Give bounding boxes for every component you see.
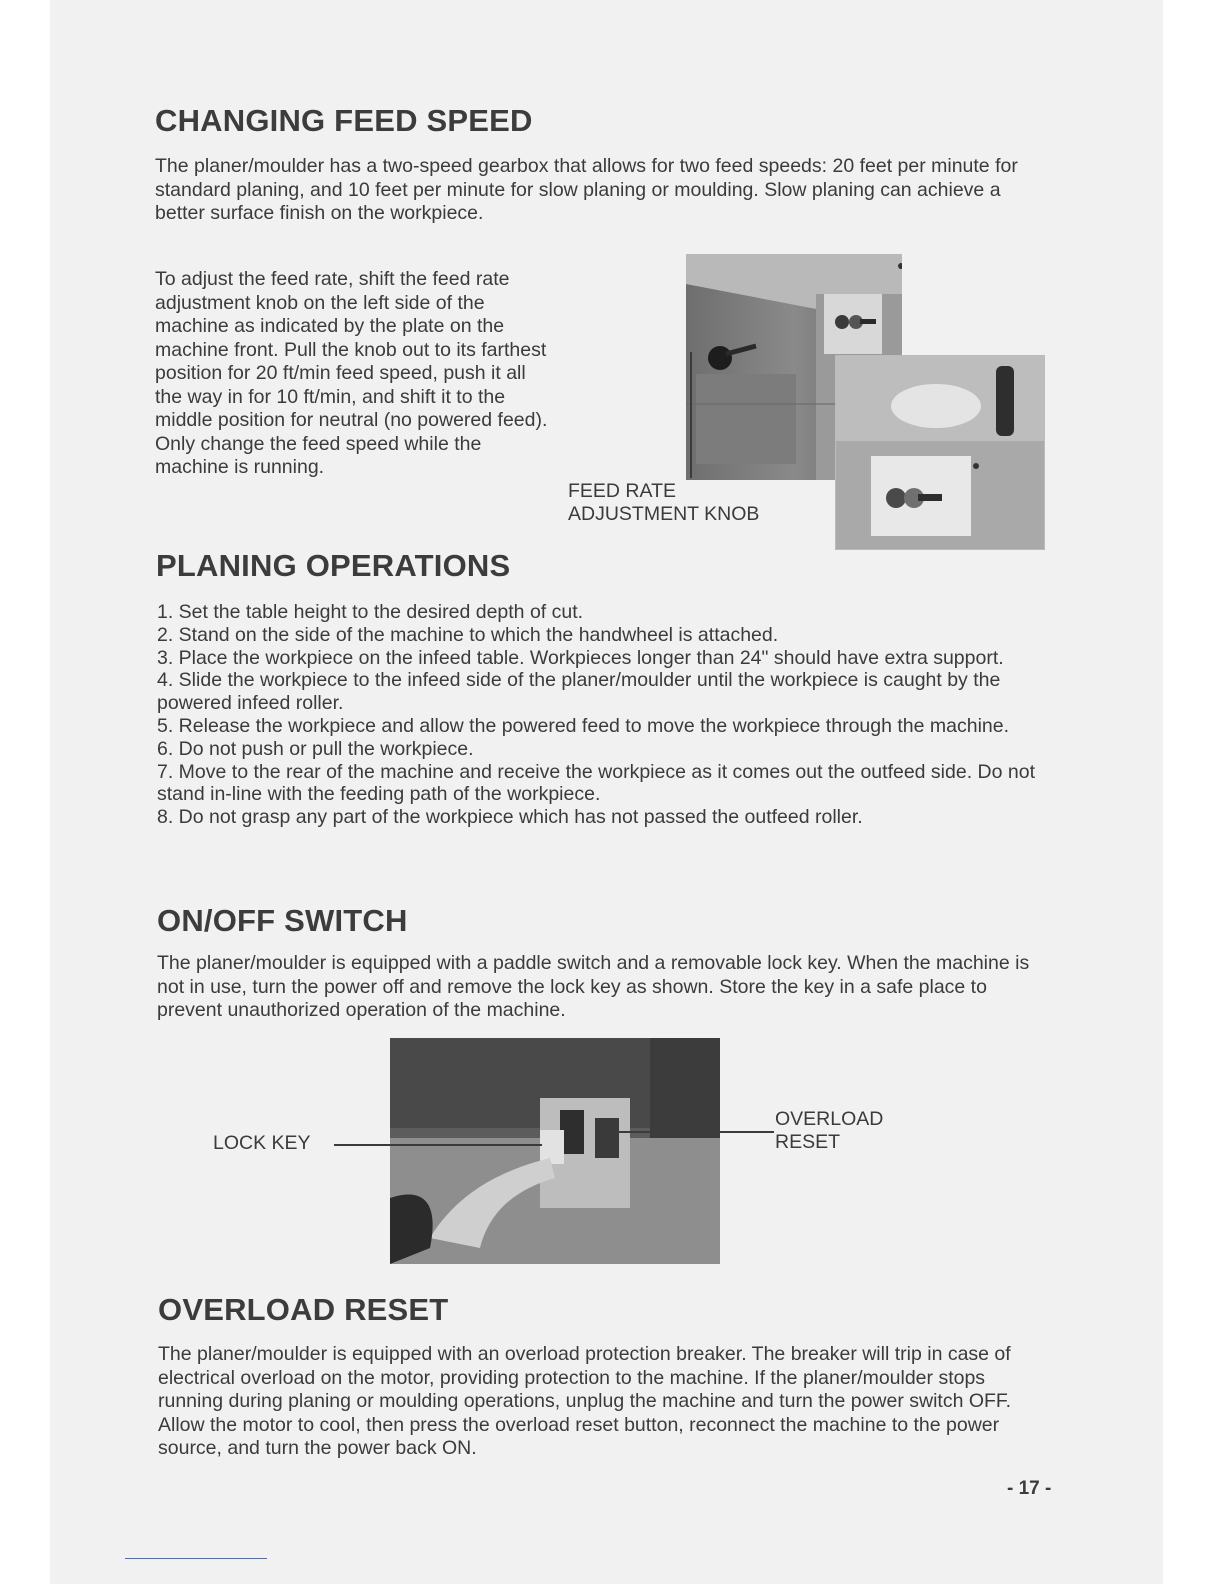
overload-reset-leader-line <box>610 1131 774 1133</box>
planing-step: 4. Slide the workpiece to the infeed side of the planer/moulder until the workpiece is caught by the powered infeed roller. <box>157 669 1001 715</box>
feed-knob-leader-line <box>690 352 692 478</box>
heading-overload-reset: OVERLOAD RESET <box>158 1292 449 1327</box>
planing-step: 1. Set the table height to the desired depth of cut. <box>157 601 584 623</box>
planing-step: 3. Place the workpiece on the infeed table. Workpieces longer than 24" should have extra support. <box>157 646 1004 669</box>
overload-reset-label-line1: OVERLOAD <box>775 1108 884 1130</box>
feed-rate-label-line2: ADJUSTMENT KNOB <box>568 503 760 525</box>
planing-step: 2. Stand on the side of the machine to which the handwheel is attached. <box>157 623 779 646</box>
overload-body: The planer/moulder is equipped with an overload protection breaker. The breaker will trip in case of electrical overload on the motor, providing protection to the machine. If the planer/moulder stops running during planing or moulding operations, unplug the machine and turn the power switch OFF. Allow the motor to cool, then press the overload reset button, reconnect the machine to the power source, and turn the power back ON. <box>158 1343 1012 1459</box>
feed-speed-intro: The planer/moulder has a two-speed gearbox that allows for two feed speeds: 20 feet per minute for standard planing, and 10 feet per minute for slow planing or moulding. Slow planing can achieve a better surface finish on the workpiece. <box>155 155 1018 224</box>
overload-reset-label-line2: RESET <box>775 1131 841 1153</box>
switch-body: The planer/moulder is equipped with a paddle switch and a removable lock key. When the machine is not in use, turn the power off and remove the lock key as shown. Store the key in a safe place to prevent unauthorized operation of the machine. <box>157 952 1030 1021</box>
planing-steps-list <box>157 601 1047 829</box>
heading-changing-feed-speed: CHANGING FEED SPEED <box>155 103 533 138</box>
planing-step: 5. Release the workpiece and allow the powered feed to move the workpiece through the machine. <box>157 714 1010 737</box>
right-margin <box>1163 0 1224 1584</box>
feed-speed-instructions: To adjust the feed rate, shift the feed rate adjustment knob on the left side of the machine as indicated by the plate on the machine front. Pull the knob out to its farthest position for 20 ft/min feed speed, push it all the way in for 10 ft/min, and shift it to the middle position for neutral (no powered feed). Only change the feed speed while the machine is running. <box>155 268 548 478</box>
feed-plate-inset-photo <box>835 355 1045 550</box>
page-number: - 17 - <box>1007 1478 1052 1499</box>
lock-key-leader-line <box>334 1144 542 1146</box>
switch-photo <box>390 1038 720 1264</box>
manual-page <box>50 0 1163 1584</box>
heading-on-off-switch: ON/OFF SWITCH <box>157 903 408 938</box>
feed-rate-label-line1: FEED RATE <box>568 480 676 502</box>
heading-planing-operations: PLANING OPERATIONS <box>156 548 511 583</box>
planing-step: 8. Do not grasp any part of the workpiece which has not passed the outfeed roller. <box>157 806 863 829</box>
planing-step: 7. Move to the rear of the machine and receive the workpiece as it comes out the outfeed side. Do not stand in-line with the feeding path of the workpiece. <box>157 760 1035 806</box>
footer-underline <box>125 1558 267 1559</box>
planing-step: 6. Do not push or pull the workpiece. <box>157 737 474 760</box>
left-margin <box>0 0 50 1584</box>
lock-key-label: LOCK KEY <box>213 1132 311 1154</box>
